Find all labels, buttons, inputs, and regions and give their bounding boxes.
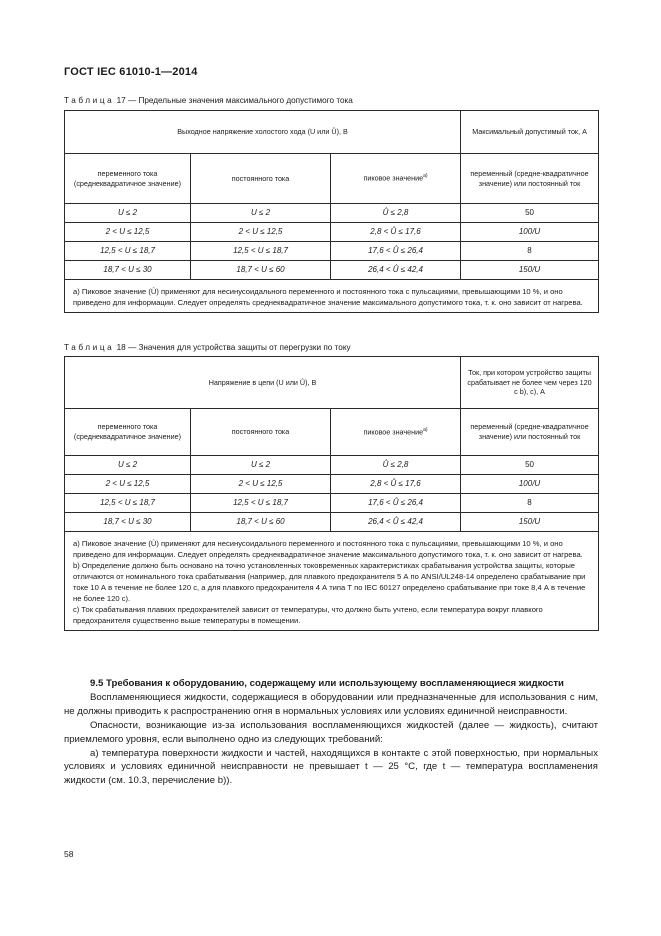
table-cell: 2 < U ≤ 12,5 xyxy=(65,475,191,494)
table-row xyxy=(65,204,599,223)
table-cell: 18,7 < U ≤ 60 xyxy=(191,261,331,280)
table-cell: U ≤ 2 xyxy=(65,456,191,475)
table-18 xyxy=(64,356,599,631)
table-cell: 26,4 < Û ≤ 42,4 xyxy=(331,261,461,280)
table-17-subheader-current: переменный (средне-квадратичное значение) или постоянный ток xyxy=(461,154,599,204)
table-17-caption-text: 17 — Предельные значения максимального допустимого тока xyxy=(116,96,353,105)
table-17-footnote: a) Пиковое значение (Û) применяют для несинусоидального переменного и постоянного тока с пульсациями, превышающими 10 %, и оно приведено для информации. Следует определять среднеквадратичное значение максимального допустимого тока, т. к. оно зависит от нагрева. xyxy=(65,280,599,313)
table-cell: 17,6 < Û ≤ 26,4 xyxy=(331,242,461,261)
table-17-subheader-dc: постоянного тока xyxy=(191,154,331,204)
table-cell: 12,5 < U ≤ 18,7 xyxy=(191,494,331,513)
table-17-subheader-peak-sup: a) xyxy=(423,173,428,180)
table-row xyxy=(65,261,599,280)
table-cell: Û ≤ 2,8 xyxy=(331,456,461,475)
table-row xyxy=(65,494,599,513)
section-paragraph-1: Воспламеняющиеся жидкости, содержащиеся в оборудовании или предназначенные для использования с ним, не должны приводить к распространению огня в нормальных условиях или условиях единичной неисправности. xyxy=(64,691,598,717)
table-row xyxy=(65,223,599,242)
section-paragraph-2: Опасности, возникающие из-за использования воспламеняющихся жидкостей (далее — жидкость), считают приемлемого уровня, если выполнено одно из следующих требований: xyxy=(64,719,598,745)
table-row xyxy=(65,513,599,532)
table-cell: 2 < U ≤ 12,5 xyxy=(191,475,331,494)
table-cell: Û ≤ 2,8 xyxy=(331,204,461,223)
table-row xyxy=(65,456,599,475)
table-18-subheader-peak-sup: a) xyxy=(423,426,428,433)
table-18-caption xyxy=(64,343,351,352)
table-18-header-right: Ток, при котором устройство защиты срабатывает не более чем через 120 с b), c), А xyxy=(461,357,599,409)
table-row xyxy=(65,475,599,494)
section-heading: 9.5 Требования к оборудованию, содержащему или использующему воспламеняющиеся жидкости xyxy=(90,678,564,689)
table-cell: 2 < U ≤ 12,5 xyxy=(191,223,331,242)
table-cell: 12,5 < U ≤ 18,7 xyxy=(65,242,191,261)
table-cell: U ≤ 2 xyxy=(191,204,331,223)
table-cell: 50 xyxy=(461,456,599,475)
table-cell: 2 < U ≤ 12,5 xyxy=(65,223,191,242)
document-standard-title: ГОСТ IEC 61010-1—2014 xyxy=(64,66,198,78)
table-cell: 150/U xyxy=(461,513,599,532)
table-18-caption-word: Таблица xyxy=(64,343,115,352)
table-18-footnotes xyxy=(65,532,599,631)
page-number: 58 xyxy=(64,849,74,859)
section-9-5 xyxy=(64,677,598,788)
table-17-subheader-peak xyxy=(331,154,461,204)
table-18-subheader-dc: постоянного тока xyxy=(191,409,331,456)
table-cell: 100/U xyxy=(461,223,599,242)
table-cell: 26,4 < Û ≤ 42,4 xyxy=(331,513,461,532)
table-18-subheader-peak xyxy=(331,409,461,456)
table-18-subheader-current: переменный (средне-квадратичное значение) или постоянный ток xyxy=(461,409,599,456)
table-cell: 12,5 < U ≤ 18,7 xyxy=(65,494,191,513)
table-cell: 12,5 < U ≤ 18,7 xyxy=(191,242,331,261)
table-18-subheader-ac: переменного тока (среднеквадратичное значение) xyxy=(65,409,191,456)
table-row xyxy=(65,242,599,261)
table-18-header-main: Напряжение в цепи (U или Û), В xyxy=(65,357,461,409)
table-cell: 2,8 < Û ≤ 17,6 xyxy=(331,475,461,494)
table-18-footnote-b: b) Определение должно быть основано на точно установленных токовременных характеристиках срабатывания устройства защиты, которые отличаются от номинального тока срабатывания (например, для плавкого предохранителя 5 А по ANSI/UL248-14 определено срабатывание при токе 10 А в течение не более 120 с, а для плавкого предохранителя 4 А типа Т по IEC 60127 определено срабатывание при токе 8,4 А в течение не более 120 с). xyxy=(73,561,586,603)
table-18-caption-text: 18 — Значения для устройства защиты от перегрузки по току xyxy=(116,343,351,352)
section-list-item-a: а) температура поверхности жидкости и частей, находящихся в контакте с этой поверхностью, при нормальных условиях и условиях единичной неисправности не превышает t — 25 °С, где t — температура воспламенения жидкости (см. 10.3, перечисление b)). xyxy=(64,747,598,787)
table-cell: 18,7 < U ≤ 60 xyxy=(191,513,331,532)
table-cell: 18,7 < U ≤ 30 xyxy=(65,261,191,280)
table-17-caption xyxy=(64,96,353,105)
table-cell: 50 xyxy=(461,204,599,223)
table-18-subheader-peak-label: пиковое значение xyxy=(363,427,424,437)
table-17-header-right: Максимальный допустимый ток, А xyxy=(461,111,599,154)
table-cell: 2,8 < Û ≤ 17,6 xyxy=(331,223,461,242)
table-18-footnote-a: a) Пиковое значение (Û) применяют для несинусоидального переменного и постоянного тока с пульсациями, превышающими 10 %, и оно приведено для информации. Следует определять среднеквадратичное значение максимального допустимого тока, т. к. оно зависит от нагрева. xyxy=(73,539,583,559)
table-cell: 150/U xyxy=(461,261,599,280)
table-cell: U ≤ 2 xyxy=(191,456,331,475)
table-cell: 8 xyxy=(461,494,599,513)
table-17-caption-word: Таблица xyxy=(64,96,115,105)
table-cell: 8 xyxy=(461,242,599,261)
table-cell: 18,7 < U ≤ 30 xyxy=(65,513,191,532)
table-17-header-main: Выходное напряжение холостого хода (U или Û), В xyxy=(65,111,461,154)
table-cell: 17,6 < Û ≤ 26,4 xyxy=(331,494,461,513)
table-17 xyxy=(64,110,599,313)
table-17-subheader-peak-label: пиковое значение xyxy=(363,173,424,183)
table-18-footnote-c: c) Ток срабатывания плавких предохранителей зависит от температуры, что должно быть учтено, если температура вокруг плавкого предохранителя существенно выше температуры в помещении. xyxy=(73,605,543,625)
table-cell: 100/U xyxy=(461,475,599,494)
table-cell: U ≤ 2 xyxy=(65,204,191,223)
table-17-subheader-ac: переменного тока (среднеквадратичное значение) xyxy=(65,154,191,204)
